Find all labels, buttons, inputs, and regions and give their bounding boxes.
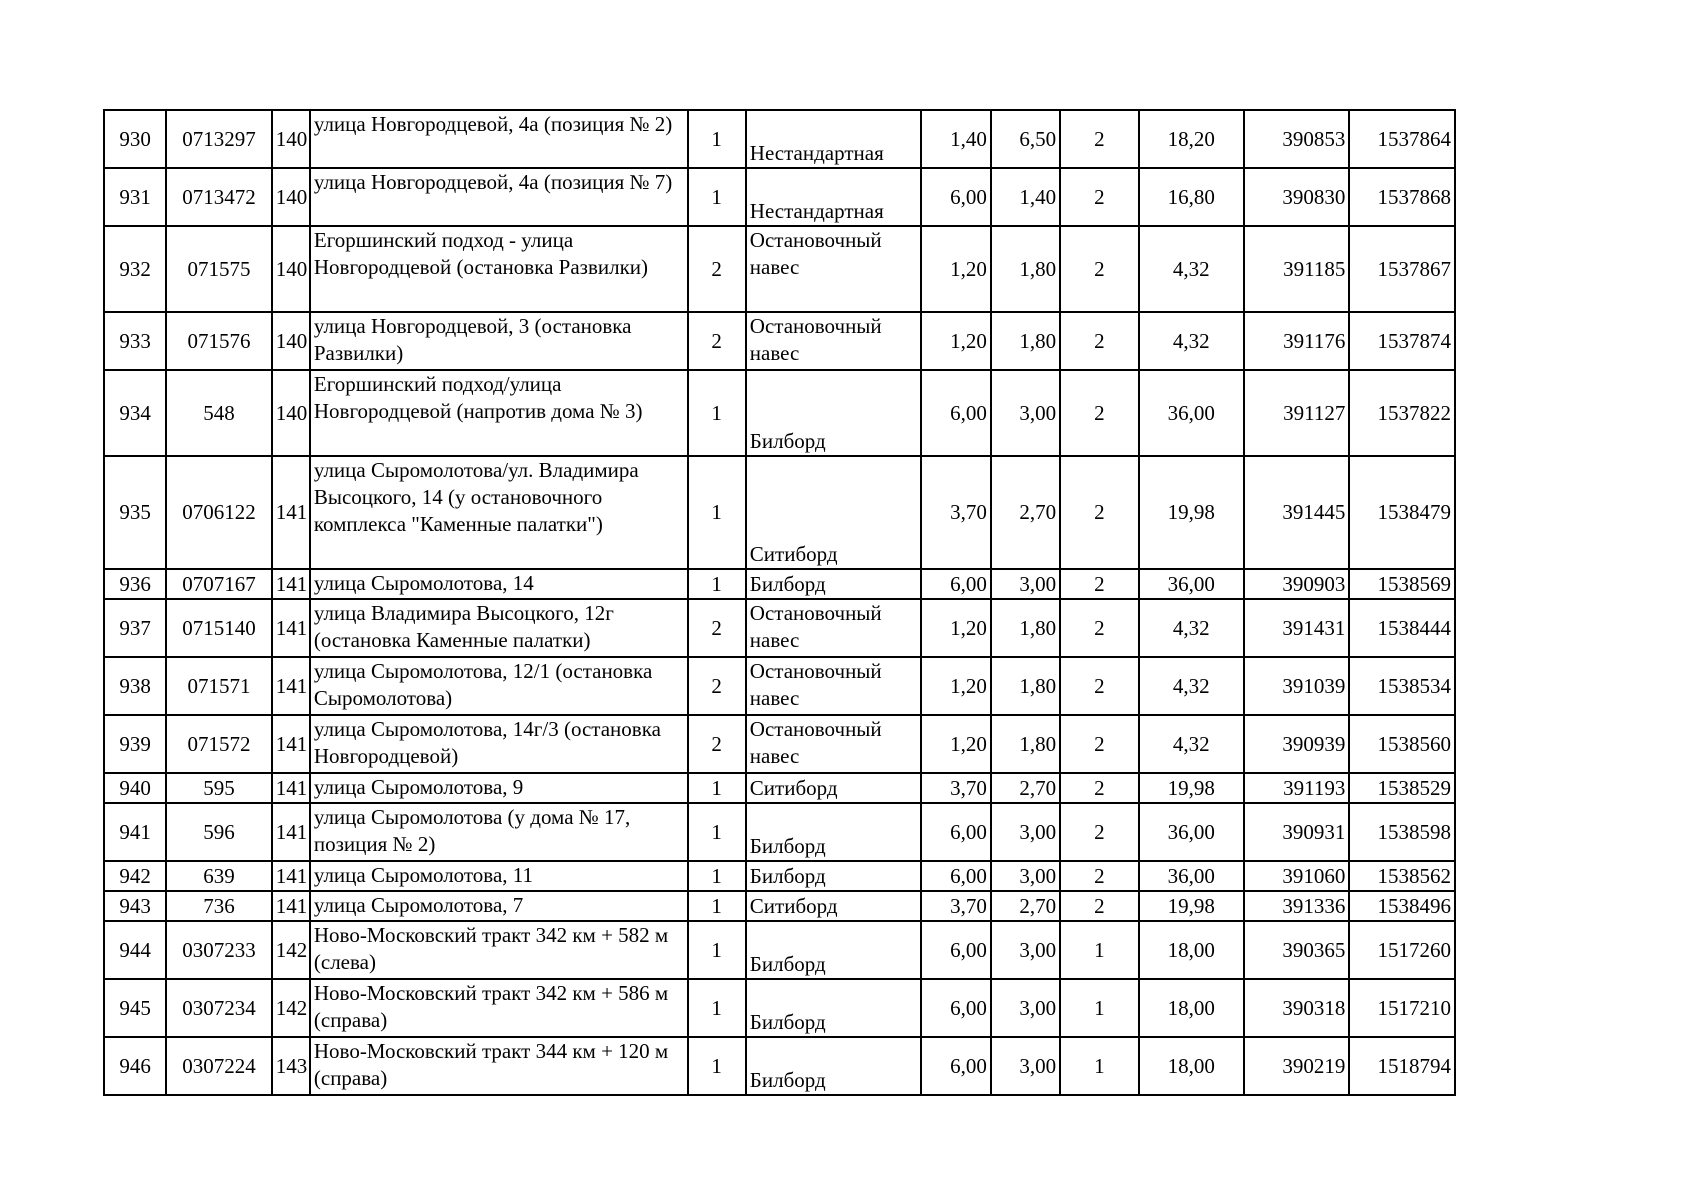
table-row: [104, 1037, 1455, 1095]
width-cell: 1,20: [921, 657, 991, 715]
coordinate-x-cell: 390365: [1244, 921, 1349, 979]
structure-type-cell: Билборд: [746, 370, 921, 456]
table-row: [104, 921, 1455, 979]
coordinate-y-cell: 1538598: [1349, 803, 1455, 861]
table-row: [104, 803, 1455, 861]
structure-type-cell: Нестандартная: [746, 110, 921, 168]
row-number-cell: 944: [104, 921, 166, 979]
height-cell: 1,80: [991, 226, 1060, 312]
faces-cell: 2: [1060, 110, 1138, 168]
zone-cell: 141: [272, 773, 310, 803]
address-cell: улица Новгородцевой, 4а (позиция № 2): [310, 110, 688, 168]
row-number-cell: 937: [104, 599, 166, 657]
table-row: [104, 599, 1455, 657]
coordinate-y-cell: 1538534: [1349, 657, 1455, 715]
height-cell: 3,00: [991, 1037, 1060, 1095]
row-number-cell: 945: [104, 979, 166, 1037]
row-number-cell: 942: [104, 861, 166, 891]
height-cell: 1,40: [991, 168, 1060, 226]
coordinate-y-cell: 1538444: [1349, 599, 1455, 657]
structure-code-cell: 0707167: [166, 569, 271, 599]
structure-type-cell: Билборд: [746, 1037, 921, 1095]
coordinate-x-cell: 391193: [1244, 773, 1349, 803]
coordinate-x-cell: 390931: [1244, 803, 1349, 861]
sides-cell: 1: [688, 569, 746, 599]
sides-cell: 1: [688, 921, 746, 979]
height-cell: 3,00: [991, 861, 1060, 891]
table-row: [104, 715, 1455, 773]
sides-cell: 2: [688, 715, 746, 773]
address-cell: улица Владимира Высоцкого, 12г (остановка Каменные палатки): [310, 599, 688, 657]
sides-cell: 2: [688, 226, 746, 312]
faces-cell: 2: [1060, 168, 1138, 226]
sides-cell: 1: [688, 370, 746, 456]
zone-cell: 140: [272, 168, 310, 226]
zone-cell: 140: [272, 370, 310, 456]
width-cell: 6,00: [921, 569, 991, 599]
width-cell: 6,00: [921, 979, 991, 1037]
faces-cell: 2: [1060, 370, 1138, 456]
table-row: [104, 773, 1455, 803]
address-cell: Егоршинский подход/улица Новгородцевой (напротив дома № 3): [310, 370, 688, 456]
coordinate-y-cell: 1537868: [1349, 168, 1455, 226]
faces-cell: 2: [1060, 456, 1138, 569]
structure-code-cell: 0706122: [166, 456, 271, 569]
address-cell: улица Сыромолотова, 9: [310, 773, 688, 803]
address-cell: улица Сыромолотова, 7: [310, 891, 688, 921]
address-cell: Ново-Московский тракт 342 км + 582 м (слева): [310, 921, 688, 979]
row-number-cell: 943: [104, 891, 166, 921]
faces-cell: 1: [1060, 1037, 1138, 1095]
structure-type-cell: Остановочный навес: [746, 599, 921, 657]
zone-cell: 141: [272, 715, 310, 773]
width-cell: 1,20: [921, 226, 991, 312]
coordinate-x-cell: 391336: [1244, 891, 1349, 921]
structure-code-cell: 0307234: [166, 979, 271, 1037]
width-cell: 3,70: [921, 456, 991, 569]
structure-type-cell: Билборд: [746, 803, 921, 861]
sides-cell: 1: [688, 891, 746, 921]
area-cell: 36,00: [1139, 803, 1244, 861]
address-cell: улица Сыромолотова, 14г/3 (остановка Новгородцевой): [310, 715, 688, 773]
zone-cell: 140: [272, 312, 310, 370]
area-cell: 19,98: [1139, 891, 1244, 921]
area-cell: 18,00: [1139, 979, 1244, 1037]
structure-type-cell: Остановочный навес: [746, 312, 921, 370]
table-row: [104, 456, 1455, 569]
height-cell: 3,00: [991, 569, 1060, 599]
address-cell: улица Сыромолотова (у дома № 17, позиция № 2): [310, 803, 688, 861]
address-cell: Ново-Московский тракт 344 км + 120 м (справа): [310, 1037, 688, 1095]
faces-cell: 2: [1060, 569, 1138, 599]
coordinate-y-cell: 1538562: [1349, 861, 1455, 891]
height-cell: 2,70: [991, 891, 1060, 921]
table-row: [104, 226, 1455, 312]
zone-cell: 143: [272, 1037, 310, 1095]
coordinate-y-cell: 1537864: [1349, 110, 1455, 168]
coordinate-x-cell: 390939: [1244, 715, 1349, 773]
zone-cell: 142: [272, 979, 310, 1037]
area-cell: 36,00: [1139, 370, 1244, 456]
faces-cell: 1: [1060, 979, 1138, 1037]
sides-cell: 1: [688, 861, 746, 891]
sides-cell: 2: [688, 657, 746, 715]
width-cell: 6,00: [921, 921, 991, 979]
table-row: [104, 312, 1455, 370]
area-cell: 4,32: [1139, 226, 1244, 312]
sides-cell: 1: [688, 979, 746, 1037]
row-number-cell: 940: [104, 773, 166, 803]
area-cell: 18,00: [1139, 1037, 1244, 1095]
area-cell: 4,32: [1139, 312, 1244, 370]
table-row: [104, 569, 1455, 599]
width-cell: 6,00: [921, 370, 991, 456]
structure-type-cell: Ситиборд: [746, 891, 921, 921]
structure-code-cell: 071572: [166, 715, 271, 773]
coordinate-x-cell: 390903: [1244, 569, 1349, 599]
zone-cell: 141: [272, 891, 310, 921]
faces-cell: 2: [1060, 861, 1138, 891]
width-cell: 6,00: [921, 168, 991, 226]
table-row: [104, 891, 1455, 921]
area-cell: 4,32: [1139, 715, 1244, 773]
width-cell: 1,20: [921, 715, 991, 773]
structure-type-cell: Ситиборд: [746, 773, 921, 803]
structure-code-cell: 0307224: [166, 1037, 271, 1095]
height-cell: 3,00: [991, 370, 1060, 456]
structure-type-cell: Билборд: [746, 861, 921, 891]
height-cell: 2,70: [991, 456, 1060, 569]
sides-cell: 1: [688, 1037, 746, 1095]
row-number-cell: 930: [104, 110, 166, 168]
address-cell: улица Новгородцевой, 3 (остановка Развилки): [310, 312, 688, 370]
structure-code-cell: 071575: [166, 226, 271, 312]
width-cell: 6,00: [921, 803, 991, 861]
width-cell: 1,40: [921, 110, 991, 168]
address-cell: улица Новгородцевой, 4а (позиция № 7): [310, 168, 688, 226]
advertising-structures-table: [103, 109, 1456, 1096]
zone-cell: 140: [272, 110, 310, 168]
row-number-cell: 931: [104, 168, 166, 226]
height-cell: 3,00: [991, 921, 1060, 979]
structure-code-cell: 0307233: [166, 921, 271, 979]
sides-cell: 1: [688, 110, 746, 168]
width-cell: 1,20: [921, 599, 991, 657]
coordinate-x-cell: 391127: [1244, 370, 1349, 456]
faces-cell: 2: [1060, 773, 1138, 803]
structure-code-cell: 595: [166, 773, 271, 803]
height-cell: 3,00: [991, 979, 1060, 1037]
coordinate-y-cell: 1517210: [1349, 979, 1455, 1037]
row-number-cell: 941: [104, 803, 166, 861]
faces-cell: 1: [1060, 921, 1138, 979]
coordinate-x-cell: 391060: [1244, 861, 1349, 891]
zone-cell: 141: [272, 599, 310, 657]
address-cell: Ново-Московский тракт 342 км + 586 м (справа): [310, 979, 688, 1037]
row-number-cell: 936: [104, 569, 166, 599]
structure-type-cell: Остановочный навес: [746, 657, 921, 715]
width-cell: 6,00: [921, 1037, 991, 1095]
coordinate-y-cell: 1538560: [1349, 715, 1455, 773]
address-cell: улица Сыромолотова, 14: [310, 569, 688, 599]
coordinate-x-cell: 391445: [1244, 456, 1349, 569]
height-cell: 2,70: [991, 773, 1060, 803]
height-cell: 1,80: [991, 312, 1060, 370]
address-cell: улица Сыромолотова, 12/1 (остановка Сыромолотова): [310, 657, 688, 715]
coordinate-x-cell: 391185: [1244, 226, 1349, 312]
address-cell: улица Сыромолотова, 11: [310, 861, 688, 891]
structure-code-cell: 736: [166, 891, 271, 921]
zone-cell: 140: [272, 226, 310, 312]
structure-type-cell: Нестандартная: [746, 168, 921, 226]
sides-cell: 1: [688, 168, 746, 226]
coordinate-x-cell: 391176: [1244, 312, 1349, 370]
row-number-cell: 934: [104, 370, 166, 456]
row-number-cell: 935: [104, 456, 166, 569]
row-number-cell: 932: [104, 226, 166, 312]
coordinate-x-cell: 390830: [1244, 168, 1349, 226]
width-cell: 3,70: [921, 773, 991, 803]
structure-code-cell: 0713472: [166, 168, 271, 226]
faces-cell: 2: [1060, 226, 1138, 312]
sides-cell: 2: [688, 312, 746, 370]
structure-type-cell: Билборд: [746, 569, 921, 599]
faces-cell: 2: [1060, 803, 1138, 861]
structure-code-cell: 0713297: [166, 110, 271, 168]
area-cell: 19,98: [1139, 773, 1244, 803]
faces-cell: 2: [1060, 891, 1138, 921]
height-cell: 6,50: [991, 110, 1060, 168]
coordinate-x-cell: 390318: [1244, 979, 1349, 1037]
structure-type-cell: Ситиборд: [746, 456, 921, 569]
coordinate-y-cell: 1538496: [1349, 891, 1455, 921]
width-cell: 1,20: [921, 312, 991, 370]
coordinate-y-cell: 1518794: [1349, 1037, 1455, 1095]
coordinate-y-cell: 1537822: [1349, 370, 1455, 456]
row-number-cell: 938: [104, 657, 166, 715]
coordinate-y-cell: 1537867: [1349, 226, 1455, 312]
row-number-cell: 946: [104, 1037, 166, 1095]
coordinate-y-cell: 1538479: [1349, 456, 1455, 569]
structure-type-cell: Билборд: [746, 979, 921, 1037]
height-cell: 1,80: [991, 599, 1060, 657]
area-cell: 36,00: [1139, 569, 1244, 599]
coordinate-y-cell: 1517260: [1349, 921, 1455, 979]
coordinate-x-cell: 391039: [1244, 657, 1349, 715]
zone-cell: 141: [272, 657, 310, 715]
sides-cell: 1: [688, 456, 746, 569]
zone-cell: 142: [272, 921, 310, 979]
height-cell: 1,80: [991, 657, 1060, 715]
address-cell: Егоршинский подход - улица Новгородцевой (остановка Развилки): [310, 226, 688, 312]
structure-code-cell: 071576: [166, 312, 271, 370]
structure-type-cell: Остановочный навес: [746, 226, 921, 312]
sides-cell: 1: [688, 803, 746, 861]
table-row: [104, 370, 1455, 456]
structure-code-cell: 596: [166, 803, 271, 861]
sides-cell: 1: [688, 773, 746, 803]
structure-code-cell: 548: [166, 370, 271, 456]
table-body: [104, 110, 1455, 1095]
width-cell: 3,70: [921, 891, 991, 921]
zone-cell: 141: [272, 456, 310, 569]
table-row: [104, 861, 1455, 891]
structure-code-cell: 0715140: [166, 599, 271, 657]
area-cell: 36,00: [1139, 861, 1244, 891]
zone-cell: 141: [272, 569, 310, 599]
faces-cell: 2: [1060, 715, 1138, 773]
table-row: [104, 168, 1455, 226]
area-cell: 4,32: [1139, 657, 1244, 715]
faces-cell: 2: [1060, 657, 1138, 715]
structure-type-cell: Остановочный навес: [746, 715, 921, 773]
table-row: [104, 110, 1455, 168]
table-row: [104, 657, 1455, 715]
coordinate-y-cell: 1538529: [1349, 773, 1455, 803]
height-cell: 1,80: [991, 715, 1060, 773]
height-cell: 3,00: [991, 803, 1060, 861]
area-cell: 18,00: [1139, 921, 1244, 979]
area-cell: 4,32: [1139, 599, 1244, 657]
structure-type-cell: Билборд: [746, 921, 921, 979]
coordinate-x-cell: 391431: [1244, 599, 1349, 657]
coordinate-x-cell: 390853: [1244, 110, 1349, 168]
width-cell: 6,00: [921, 861, 991, 891]
area-cell: 19,98: [1139, 456, 1244, 569]
coordinate-y-cell: 1537874: [1349, 312, 1455, 370]
row-number-cell: 933: [104, 312, 166, 370]
structure-code-cell: 639: [166, 861, 271, 891]
table-row: [104, 979, 1455, 1037]
structure-code-cell: 071571: [166, 657, 271, 715]
row-number-cell: 939: [104, 715, 166, 773]
zone-cell: 141: [272, 803, 310, 861]
faces-cell: 2: [1060, 312, 1138, 370]
area-cell: 16,80: [1139, 168, 1244, 226]
zone-cell: 141: [272, 861, 310, 891]
sides-cell: 2: [688, 599, 746, 657]
faces-cell: 2: [1060, 599, 1138, 657]
coordinate-x-cell: 390219: [1244, 1037, 1349, 1095]
address-cell: улица Сыромолотова/ул. Владимира Высоцкого, 14 (у остановочного комплекса "Каменные палатки"): [310, 456, 688, 569]
area-cell: 18,20: [1139, 110, 1244, 168]
coordinate-y-cell: 1538569: [1349, 569, 1455, 599]
